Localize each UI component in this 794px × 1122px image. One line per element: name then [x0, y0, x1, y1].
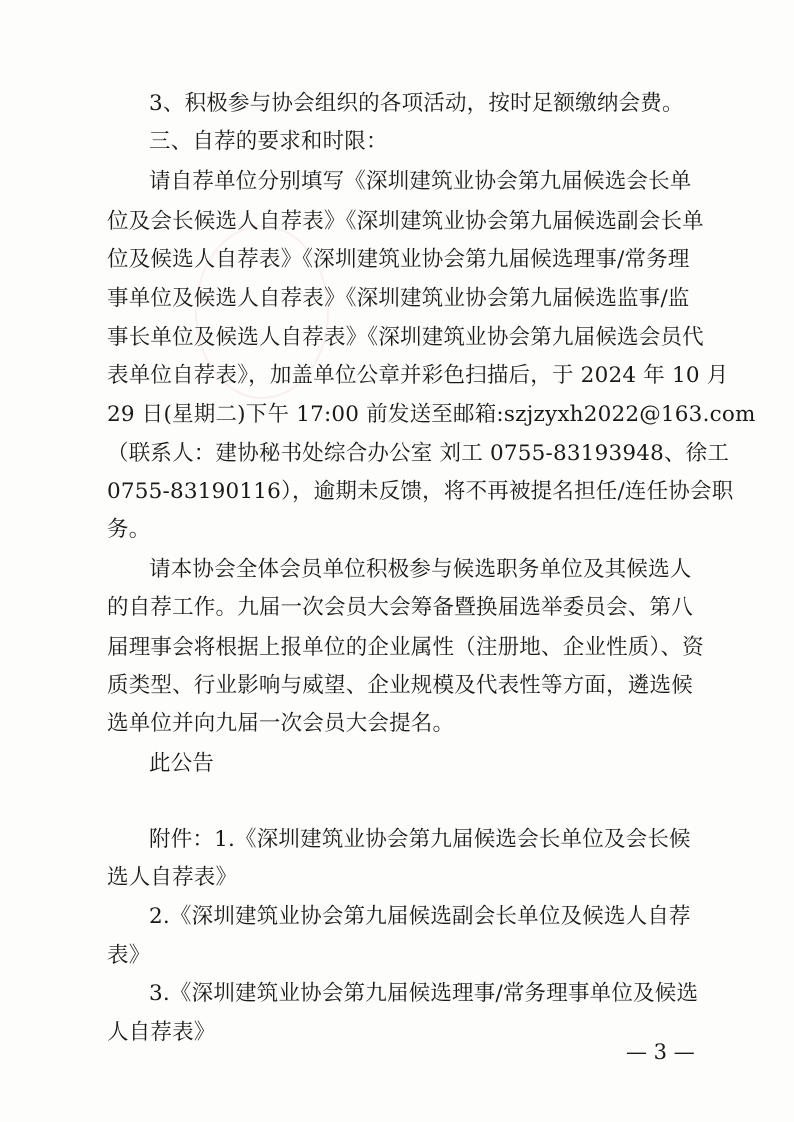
paragraph-line: 事长单位及候选人自荐表》《深圳建筑业协会第九届候选会员代 — [107, 325, 704, 350]
paragraph-line: 0755-83190116），逾期未反馈，将不再被提名担任/连任协会职 — [107, 479, 734, 504]
requirement-item-3: 3、积极参与协会组织的各项活动，按时足额缴纳会费。 — [149, 91, 684, 116]
paragraph-line: 务。 — [107, 517, 151, 542]
paragraph-line: 选单位并向九届一次会员大会提名。 — [107, 711, 455, 736]
attachment-1-line: 附件：1.《深圳建筑业协会第九届候选会长单位及会长候 — [149, 827, 691, 852]
attachment-2-line: 表》 — [107, 943, 151, 968]
attachment-3-line: 3.《深圳建筑业协会第九届候选理事/常务理事单位及候选 — [149, 981, 699, 1006]
paragraph-line: 请本协会全体会员单位积极参与候选职务单位及其候选人 — [149, 557, 692, 582]
announcement-closing: 此公告 — [149, 751, 215, 776]
paragraph-line: 位及会长候选人自荐表》《深圳建筑业协会第九届候选副会长单 — [107, 209, 704, 234]
paragraph-line: 位及候选人自荐表》《深圳建筑业协会第九届候选理事/常务理 — [107, 247, 690, 272]
paragraph-line: 的自荐工作。九届一次会员大会筹备暨换届选举委员会、第八 — [107, 595, 693, 620]
paragraph-line: 届理事会将根据上报单位的企业属性（注册地、企业性质）、资 — [107, 635, 704, 660]
email-line: 29 日(星期二)下午 17:00 前发送至邮箱:szjzyxh2022@163.com — [107, 402, 756, 427]
paragraph-line: 请自荐单位分别填写《深圳建筑业协会第九届候选会长单 — [149, 169, 692, 194]
contact-line: （联系人：建协秘书处综合办公室 刘工 0755-83193948、徐工 — [107, 441, 730, 466]
attachment-3-line: 人自荐表》 — [107, 1020, 216, 1045]
paragraph-line: 质类型、行业影响与威望、企业规模及代表性等方面，遴选候 — [107, 673, 693, 698]
page-number: — 3 — — [626, 1040, 695, 1064]
attachment-2-line: 2.《深圳建筑业协会第九届候选副会长单位及候选人自荐 — [149, 904, 691, 929]
paragraph-line: 事单位及候选人自荐表》《深圳建筑业协会第九届候选监事/监 — [107, 286, 690, 311]
paragraph-line: 表单位自荐表》，加盖单位公章并彩色扫描后，于 2024 年 10 月 — [107, 363, 729, 388]
section-heading-3: 三、自荐的要求和时限： — [149, 129, 388, 154]
attachment-1-line: 选人自荐表》 — [107, 865, 238, 890]
